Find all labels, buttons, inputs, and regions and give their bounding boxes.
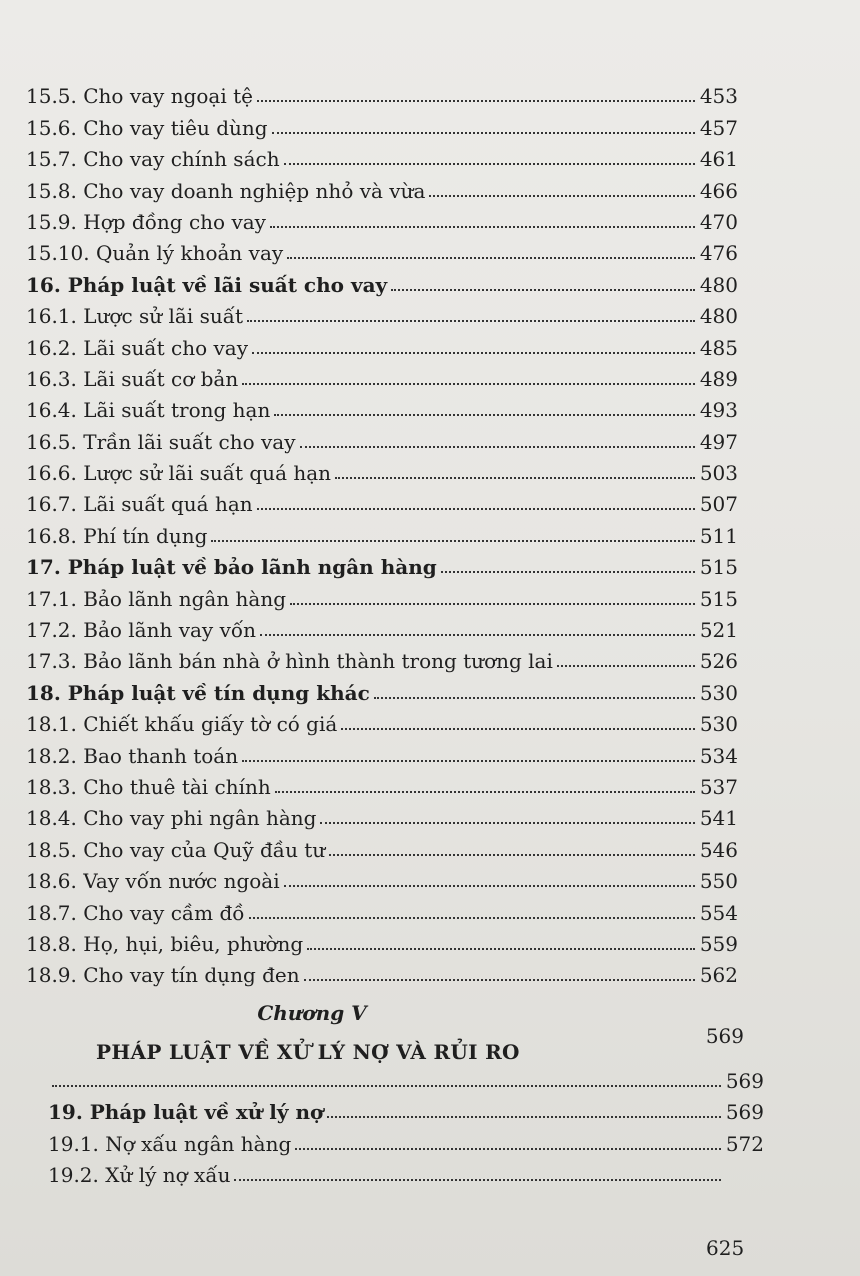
toc-entry: [26, 359, 738, 390]
toc-entry: [26, 955, 738, 986]
toc-entry: [26, 139, 738, 170]
dot-leader: [557, 665, 695, 667]
toc-entry-label: 18.2. Bao thanh toán: [26, 743, 239, 768]
toc-entry-label: 19.2. Xử lý nợ xấu: [48, 1162, 231, 1187]
toc-entry: [26, 390, 738, 421]
toc-entry: [26, 1123, 764, 1154]
toc-entry-label: 16.7. Lãi suất quá hạn: [26, 492, 253, 517]
toc-entry-page: 546: [699, 837, 738, 862]
dot-leader: [242, 383, 695, 385]
toc-entry: [26, 829, 738, 860]
toc-entry-page: 521: [699, 618, 738, 643]
toc-entry-label: 18.9. Cho vay tín dụng đen: [26, 963, 300, 988]
toc-entry-label: 16. Pháp luật về lãi suất cho vay: [26, 272, 388, 297]
dot-leader: [257, 100, 695, 102]
toc-entry-label: 19. Pháp luật về xử lý nợ: [48, 1100, 324, 1125]
toc-entry-label: 17. Pháp luật về bảo lãnh ngân hàng: [26, 555, 437, 580]
dot-leader: [270, 226, 695, 228]
toc-entry: [26, 610, 738, 641]
chapter-title: PHÁP LUẬT VỀ XỬ LÝ NỢ VÀ RỦI RO: [96, 1040, 520, 1065]
dot-leader: [300, 446, 695, 448]
toc-entry: [26, 107, 738, 138]
toc-entry-label: 16.3. Lãi suất cơ bản: [26, 366, 239, 391]
dot-leader: [391, 289, 695, 291]
dot-leader: [341, 728, 695, 730]
toc-entry-page: 569: [725, 1068, 764, 1093]
dot-leader: [249, 917, 695, 919]
toc-entry-label: 19.1. Nợ xấu ngân hàng: [48, 1131, 292, 1156]
toc-entry: [26, 892, 738, 923]
toc-entry-page: 526: [699, 649, 738, 674]
toc-entry-page: 453: [699, 84, 738, 109]
toc-entry: [26, 798, 738, 829]
toc-entry-page: 550: [699, 869, 738, 894]
dot-leader: [257, 508, 695, 510]
toc-entry-label: 16.2. Lãi suất cho vay: [26, 335, 249, 360]
dot-leader: [272, 132, 695, 134]
dot-leader: [304, 979, 695, 981]
toc-entry-page: 541: [699, 806, 738, 831]
dot-leader: [260, 634, 695, 636]
dot-leader: [307, 948, 695, 950]
toc-entry-page: 530: [699, 680, 738, 705]
toc-entry-label: 18.8. Họ, hụi, biêu, phường: [26, 931, 304, 956]
chapter-heading: [26, 996, 744, 1068]
toc-entry-page: 507: [699, 492, 738, 517]
dot-leader: [234, 1179, 721, 1181]
dot-leader: [374, 697, 695, 699]
toc-entry: [26, 672, 738, 703]
dot-leader: [211, 540, 695, 542]
toc-entry-page: 569: [725, 1100, 764, 1125]
toc-entry-page: 511: [699, 523, 738, 548]
dot-leader: [284, 885, 695, 887]
toc-entry: [26, 296, 738, 327]
toc-entry-page: 489: [699, 366, 738, 391]
toc-entry-label: 17.1. Bảo lãnh ngân hàng: [26, 586, 287, 611]
toc-entry: [26, 515, 738, 546]
toc-entry-page: 554: [699, 900, 738, 925]
dot-leader: [327, 1116, 721, 1118]
toc-entry-page: 457: [699, 115, 738, 140]
toc-entry-label: 15.6. Cho vay tiêu dùng: [26, 115, 268, 140]
toc-entry-page: 480: [699, 272, 738, 297]
dot-leader: [247, 320, 695, 322]
toc-entry: [26, 264, 738, 295]
toc-entry-label: 16.1. Lược sử lãi suất: [26, 304, 244, 329]
toc-entry-label: 17.3. Bảo lãnh bán nhà ở hình thành trong tương lai: [26, 649, 553, 674]
dot-leader: [429, 195, 695, 197]
toc-entry: [26, 233, 738, 264]
toc-entry: [26, 1155, 764, 1186]
page-folio: 625: [706, 1236, 745, 1260]
toc-entry-page: 476: [699, 241, 738, 266]
toc-entry-label: 15.8. Cho vay doanh nghiệp nhỏ và vừa: [26, 178, 426, 203]
toc-entry-page: 470: [699, 209, 738, 234]
dot-leader: [441, 571, 695, 573]
toc-entry-page: 503: [699, 461, 738, 486]
chapter-toc-list: [26, 1060, 764, 1187]
toc-entry-label: 18.1. Chiết khấu giấy tờ có giá: [26, 712, 338, 737]
dot-leader: [295, 1148, 721, 1150]
toc-entry-page: 461: [699, 147, 738, 172]
toc-entry-label: 18.3. Cho thuê tài chính: [26, 774, 271, 799]
toc-entry-label: 18.4. Cho vay phi ngân hàng: [26, 806, 317, 831]
toc-entry: [26, 202, 738, 233]
toc-entry-label: 15.10. Quản lý khoản vay: [26, 241, 284, 266]
toc-entry: [26, 861, 738, 892]
toc-entry-label: 17.2. Bảo lãnh vay vốn: [26, 618, 256, 643]
toc-entry-label: 18.6. Vay vốn nước ngoài: [26, 869, 280, 894]
dot-leader: [335, 477, 695, 479]
toc-entry: [26, 327, 738, 358]
table-of-contents: [26, 76, 764, 1187]
toc-entry-page: 485: [699, 335, 738, 360]
dot-leader: [52, 1085, 721, 1087]
dot-leader: [329, 854, 695, 856]
toc-entry: [26, 578, 738, 609]
dot-leader: [284, 163, 695, 165]
toc-entry: [26, 547, 738, 578]
toc-entry-page: 466: [699, 178, 738, 203]
dot-leader: [274, 414, 695, 416]
toc-entry-label: 18.7. Cho vay cầm đồ: [26, 900, 245, 925]
toc-entry-label: 16.5. Trần lãi suất cho vay: [26, 429, 296, 454]
toc-entry-label: 16.6. Lược sử lãi suất quá hạn: [26, 461, 332, 486]
dot-leader: [242, 760, 695, 762]
toc-entry-label: 18.5. Cho vay của Quỹ đầu tư: [26, 837, 326, 862]
toc-entry-label: 16.8. Phí tín dụng: [26, 523, 208, 548]
toc-entry-page: 559: [699, 931, 738, 956]
toc-entry-page: 497: [699, 429, 738, 454]
toc-entry-page: 493: [699, 398, 738, 423]
chapter-title-row: [26, 1024, 744, 1068]
toc-entry-page: 515: [699, 586, 738, 611]
toc-entry-page: 537: [699, 774, 738, 799]
toc-entry: [26, 735, 738, 766]
toc-entry: [26, 484, 738, 515]
toc-entry-page: 572: [725, 1131, 764, 1156]
dot-leader: [252, 352, 695, 354]
toc-entry-page: 530: [699, 712, 738, 737]
toc-entry-label: 15.5. Cho vay ngoại tệ: [26, 84, 253, 109]
dot-leader: [320, 822, 695, 824]
dot-leader: [290, 603, 695, 605]
toc-entry-page: 515: [699, 555, 738, 580]
toc-entry: [26, 1092, 764, 1123]
toc-entry: [26, 641, 738, 672]
toc-entry: [26, 170, 738, 201]
toc-entry-page: 534: [699, 743, 738, 768]
toc-entry: [26, 767, 738, 798]
dot-leader: [275, 791, 695, 793]
toc-entry: [26, 924, 738, 955]
toc-entry: [26, 421, 738, 452]
toc-entry-label: 15.9. Hợp đồng cho vay: [26, 209, 266, 234]
toc-entry-label: 16.4. Lãi suất trong hạn: [26, 398, 271, 423]
toc-entry: [26, 704, 738, 735]
toc-entry: [26, 453, 738, 484]
toc-entry-page: 480: [699, 304, 738, 329]
chapter-label: Chương V: [257, 1001, 367, 1026]
dot-leader: [287, 257, 695, 259]
toc-entry: [26, 76, 738, 107]
chapter-page-number: 569: [705, 1024, 744, 1049]
toc-entry-page: 562: [699, 963, 738, 988]
toc-entry-label: 15.7. Cho vay chính sách: [26, 147, 280, 172]
toc-entry-label: 18. Pháp luật về tín dụng khác: [26, 680, 370, 705]
toc-list: [26, 76, 738, 986]
